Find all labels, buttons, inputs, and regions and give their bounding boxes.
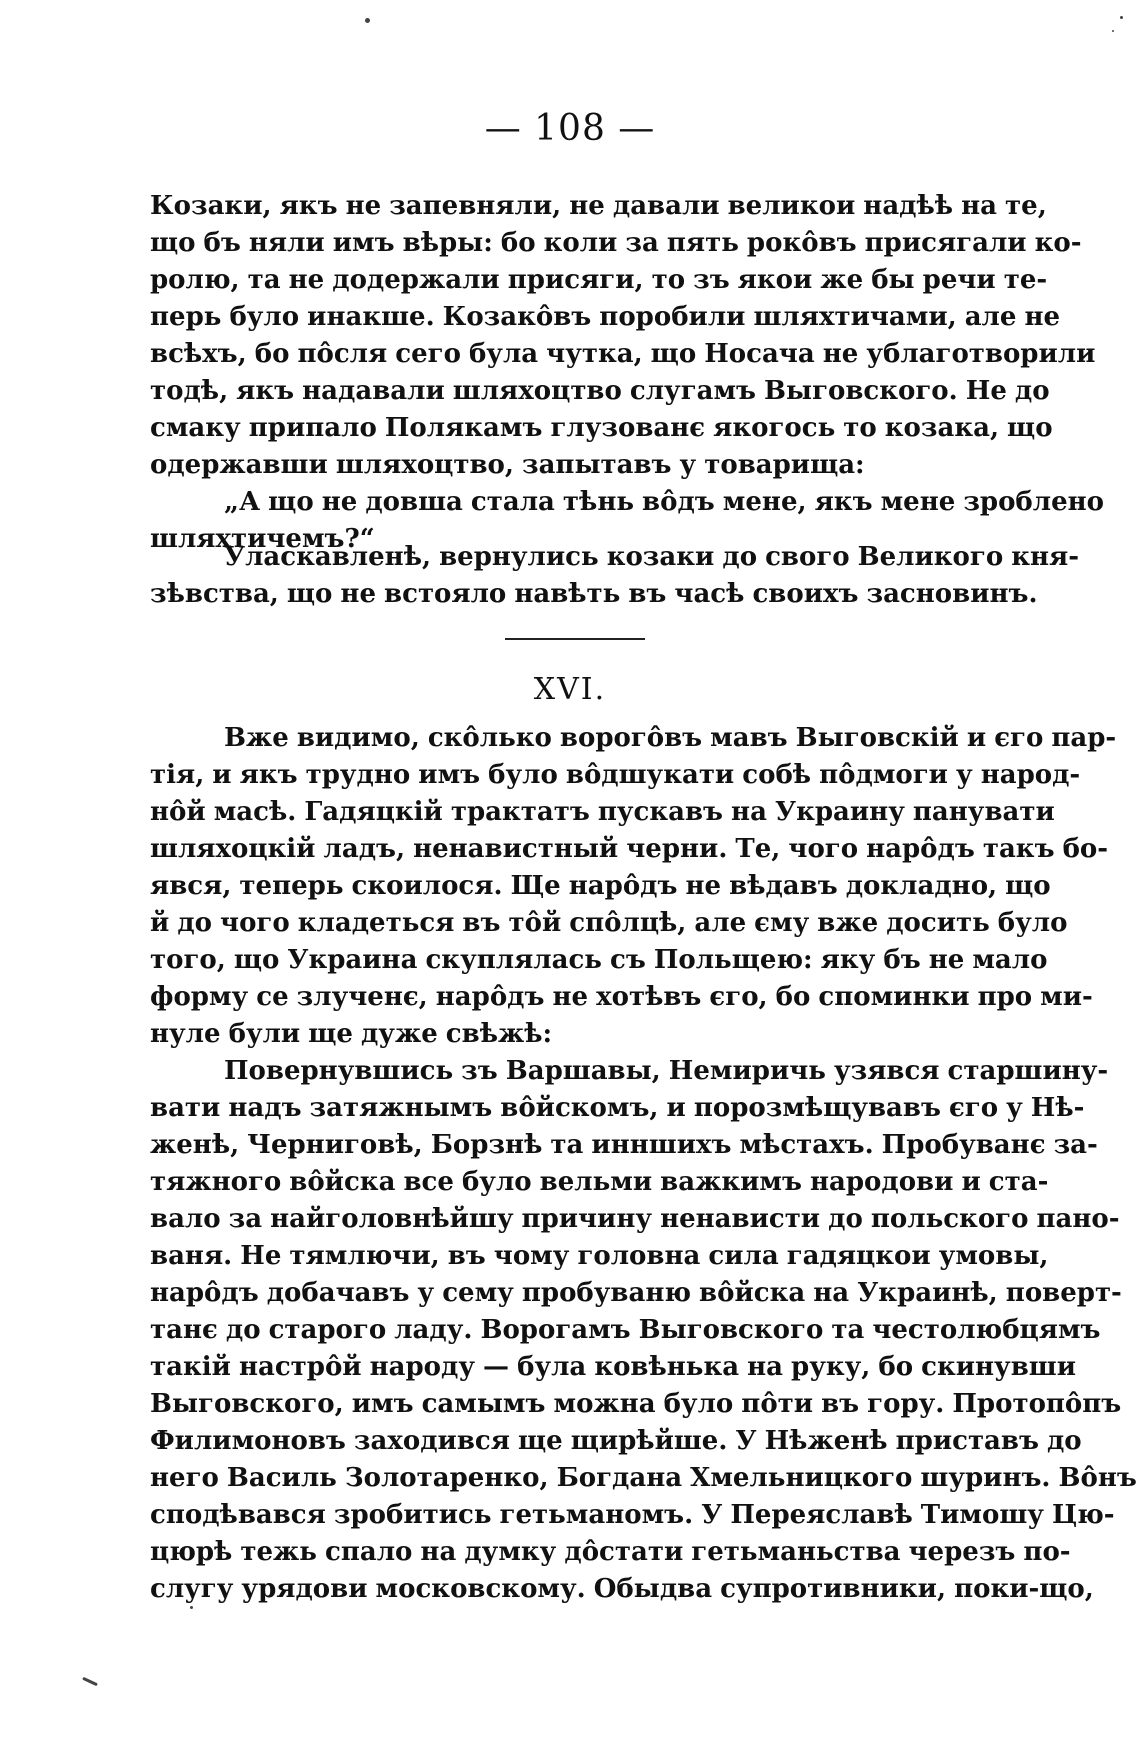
quote-line: „А що не довша стала тѣнь вôдъ мене, якъ мене зроблено <box>224 487 1105 517</box>
text-line: сподѣвався зробитись гетьманомъ. У Переяславѣ Тимошу Цю- <box>150 1500 1115 1530</box>
text-line: тяжного вôйска все було вельми важкимъ народови и ста- <box>150 1167 1049 1197</box>
text-line: форму се злученє, нарôдъ не хотѣвъ єго, бо споминки про ми- <box>150 982 1093 1012</box>
text-line: всѣхъ, бо пôсля сего була чутка, що Носача не ублаготворили <box>150 339 1096 369</box>
text-line: Филимоновъ заходився ще щирѣйше. У Нѣженѣ приставъ до <box>150 1426 1082 1456</box>
text-line: й до чого кладеться въ тôй спôлцѣ, але єму вже досить було <box>150 908 1068 938</box>
text-line: тія, и якъ трудно имъ було вôдшукати собѣ пôдмоги у народ- <box>150 760 1081 790</box>
paragraph-3 <box>150 539 1080 613</box>
text-line: нарôдъ добачавъ у сему пробуваню вôйска на Украинѣ, поверт- <box>150 1278 1122 1308</box>
text-line: тодѣ, якъ надавали шляхоцтво слугамъ Выговского. Не до <box>150 376 1050 406</box>
section-divider <box>505 638 645 640</box>
text-line: вати надъ затяжнымъ вôйскомъ, и порозмѣщувавъ єго у Нѣ- <box>150 1093 1085 1123</box>
text-line: танє до старого ладу. Ворогамъ Выговского та честолюбцямъ <box>150 1315 1101 1345</box>
text-line: вало за найголовнѣйшу причину ненависти до польского пано- <box>150 1204 1120 1234</box>
text-line: того, що Украина скуплялась съ Польщею: яку бъ не мало <box>150 945 1048 975</box>
text-line: нôй масѣ. Гадяцкій трактатъ пускавъ на Украину панувати <box>150 797 1055 827</box>
text-line: нуле були ще дуже свѣжѣ: <box>150 1019 553 1049</box>
text-line: ролю, та не додержали присяги, то зъ якои же бы речи те- <box>150 265 1048 295</box>
text-line: одержавши шляхоцтво, запытавъ у товарища: <box>150 450 865 480</box>
text-line: Выговского, имъ самымъ можна було пôти въ гору. Протопôпъ <box>150 1389 1122 1419</box>
text-line: цюрѣ тежь спало на думку дôстати гетьманьства черезъ по- <box>150 1537 1071 1567</box>
text-line: Вже видимо, скôлько ворогôвъ мавъ Выговскій и єго пар- <box>224 723 1117 753</box>
text-line: ваня. Не тямлючи, въ чому головна сила гадяцкои умовы, <box>150 1241 1049 1271</box>
text-line: женѣ, Черниговѣ, Борзнѣ та инншихъ мѣстахъ. Пробуванє за- <box>150 1130 1098 1160</box>
quote-line: шляхтичемъ?“ <box>150 524 375 554</box>
text-line: такій настрôй народу — була ковѣнька на руку, бо скинувши <box>150 1352 1076 1382</box>
text-line: шляхоцкій ладъ, ненавистный черни. Те, чого нарôдъ такъ бо- <box>150 834 1109 864</box>
scan-speck <box>365 18 370 23</box>
page-number: — 108 — <box>484 108 656 149</box>
scan-speck <box>190 1606 193 1609</box>
text-line: Уласкавленѣ, вернулись козаки до свого Великого кня- <box>224 542 1080 572</box>
text-line: перь було инакше. Козакôвъ поробили шляхтичами, але не <box>150 302 1061 332</box>
text-line: слугу урядови московскому. Обыдва супротивники, поки-що, <box>150 1574 1094 1604</box>
scan-speck <box>82 1677 98 1686</box>
text-line: явся, теперь скоилося. Ще нарôдъ не вѣдавъ докладно, що <box>150 871 1051 901</box>
scan-speck <box>1120 16 1123 19</box>
section-body <box>150 720 1137 1608</box>
text-line: Козаки, якъ не запевняли, не давали великои надѣѣ на те, <box>150 191 1047 221</box>
text-line: Повернувшись зъ Варшавы, Немиричь узявся старшину- <box>224 1056 1109 1086</box>
section-heading: XVI. <box>533 672 607 707</box>
text-line: смаку припало Полякамъ глузованє якогось то козака, що <box>150 413 1053 443</box>
text-line: него Василь Золотаренко, Богдана Хмельницкого шуринъ. Вôнъ <box>150 1463 1137 1493</box>
scan-speck <box>1112 30 1114 32</box>
text-line: що бъ няли имъ вѣры: бо коли за пять рокôвъ присягали ко- <box>150 228 1082 258</box>
text-line: зѣвства, що не встояло навѣть въ часѣ своихъ засновинъ. <box>150 579 1038 609</box>
